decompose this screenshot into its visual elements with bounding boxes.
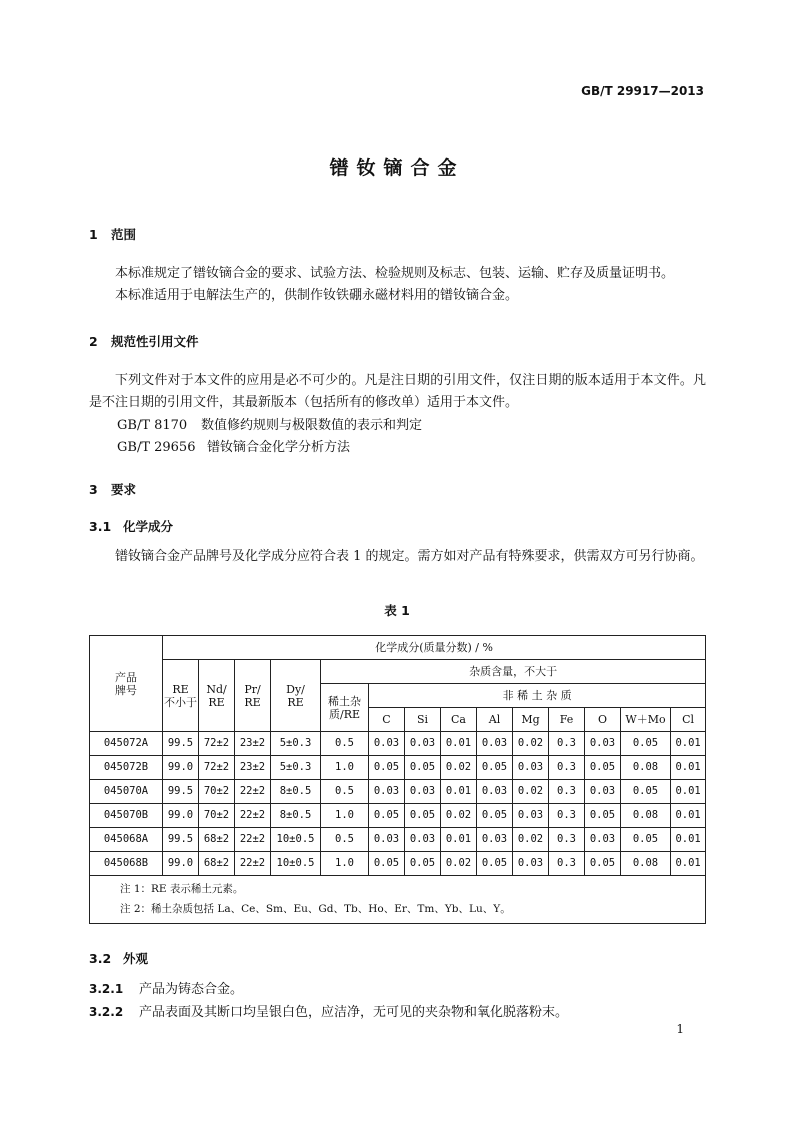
table-row — [90, 756, 706, 780]
table-cell: 23±2 — [235, 732, 271, 756]
table-cell: 8±0.5 — [271, 804, 321, 828]
table-cell: 0.01 — [671, 756, 706, 780]
section-number: 3 — [89, 482, 98, 497]
product-grade-cell: 045068B — [90, 852, 163, 876]
header-element: Al — [477, 708, 513, 732]
table-cell: 0.02 — [441, 804, 477, 828]
clause-number: 3.2.1 — [89, 982, 124, 996]
table-cell: 5±0.3 — [271, 732, 321, 756]
table-cell: 23±2 — [235, 756, 271, 780]
clause-3-2-2 — [89, 1001, 568, 1020]
table-cell: 10±0.5 — [271, 828, 321, 852]
chemical-composition-table — [89, 635, 706, 924]
table-cell: 0.03 — [585, 828, 621, 852]
table-cell: 0.05 — [585, 852, 621, 876]
clause-text: 产品为铸态合金。 — [139, 982, 244, 997]
section-number: 2 — [89, 334, 98, 349]
table-cell: 0.05 — [405, 804, 441, 828]
table-row — [90, 732, 706, 756]
table-cell: 0.01 — [671, 852, 706, 876]
table-cell: 0.05 — [585, 756, 621, 780]
scope-paragraph-2: 本标准适用于电解法生产的，供制作钕铁硼永磁材料用的镨钕镝合金。 — [115, 288, 519, 303]
table-cell: 0.01 — [671, 780, 706, 804]
table-cell: 5±0.3 — [271, 756, 321, 780]
table-cell: 0.05 — [369, 852, 405, 876]
header-element: Ca — [441, 708, 477, 732]
section-number: 1 — [89, 227, 98, 242]
header-re: RE 不小于 — [163, 660, 199, 732]
header-pr: Pr/ RE — [235, 660, 271, 732]
section-title: 规范性引用文件 — [111, 334, 199, 349]
table-row — [90, 804, 706, 828]
section-title: 要求 — [111, 482, 137, 497]
table-cell: 0.05 — [477, 756, 513, 780]
reference-code: GB/T 29656 — [117, 440, 196, 455]
table-cell: 70±2 — [199, 780, 235, 804]
table-cell: 99.0 — [163, 756, 199, 780]
table-cell: 72±2 — [199, 732, 235, 756]
table-cell: 0.08 — [621, 804, 671, 828]
table-cell: 0.05 — [405, 756, 441, 780]
table-cell: 1.0 — [321, 804, 369, 828]
scope-paragraph-1: 本标准规定了镨钕镝合金的要求、试验方法、检验规则及标志、包装、运输、贮存及质量证明书。 — [115, 266, 675, 281]
header-element: C — [369, 708, 405, 732]
table-cell: 0.01 — [441, 828, 477, 852]
table-cell: 99.5 — [163, 780, 199, 804]
table-cell: 0.08 — [621, 756, 671, 780]
page-title: 镨钕镝合金 — [329, 157, 465, 179]
table-cell: 0.02 — [441, 852, 477, 876]
reference-title: 镨钕镝合金化学分析方法 — [207, 440, 351, 455]
table-cell: 0.5 — [321, 780, 369, 804]
clause-number: 3.2.2 — [89, 1005, 124, 1019]
table-cell: 0.05 — [621, 780, 671, 804]
section-2-heading — [89, 332, 199, 350]
product-grade-cell: 045072B — [90, 756, 163, 780]
table-cell: 22±2 — [235, 804, 271, 828]
table-cell: 10±0.5 — [271, 852, 321, 876]
section-3-heading — [89, 480, 136, 498]
table-cell: 1.0 — [321, 852, 369, 876]
table-cell: 0.05 — [369, 756, 405, 780]
section-title: 范围 — [111, 227, 137, 242]
header-impurity: 杂质含量，不大于 — [321, 660, 706, 684]
header-element: Fe — [549, 708, 585, 732]
header-product: 产品 牌号 — [90, 636, 163, 732]
header-dy: Dy/ RE — [271, 660, 321, 732]
table-cell: 0.03 — [369, 780, 405, 804]
product-grade-cell: 045072A — [90, 732, 163, 756]
table-cell: 0.01 — [671, 828, 706, 852]
table-cell: 0.02 — [513, 780, 549, 804]
table-cell: 0.02 — [513, 732, 549, 756]
header-chemical-composition: 化学成分(质量分数) / % — [163, 636, 706, 660]
table-cell: 0.3 — [549, 732, 585, 756]
header-element: O — [585, 708, 621, 732]
table-cell: 0.05 — [477, 852, 513, 876]
header-element: Cl — [671, 708, 706, 732]
header-nd: Nd/ RE — [199, 660, 235, 732]
table-cell: 0.02 — [513, 828, 549, 852]
header-element: W＋Mo — [621, 708, 671, 732]
table-cell: 0.03 — [513, 756, 549, 780]
header-rare-earth-impurity: 稀土杂 质/RE — [321, 684, 369, 732]
header-element: Si — [405, 708, 441, 732]
clause-text: 产品表面及其断口均呈银白色，应洁净，无可见的夹杂物和氧化脱落粉末。 — [139, 1005, 569, 1020]
table-cell: 0.03 — [477, 828, 513, 852]
table-cell: 0.03 — [513, 804, 549, 828]
table-cell: 0.05 — [621, 828, 671, 852]
section-title: 化学成分 — [123, 519, 174, 534]
reference-item — [117, 436, 350, 455]
header-non-rare-earth-impurity: 非 稀 土 杂 质 — [369, 684, 706, 708]
section-number: 3.2 — [89, 951, 112, 966]
product-grade-cell: 045070B — [90, 804, 163, 828]
table-cell: 0.05 — [585, 804, 621, 828]
section-number: 3.1 — [89, 519, 112, 534]
standard-number: GB/T 29917—2013 — [581, 84, 704, 98]
table-cell: 68±2 — [199, 828, 235, 852]
table-cell: 99.5 — [163, 732, 199, 756]
reference-title: 数值修约规则与极限数值的表示和判定 — [201, 418, 423, 433]
chemical-composition-paragraph: 镨钕镝合金产品牌号及化学成分应符合表 1 的规定。需方如对产品有特殊要求，供需双方可另行协商。 — [115, 549, 704, 564]
table-cell: 72±2 — [199, 756, 235, 780]
section-title: 外观 — [123, 951, 149, 966]
table-cell: 0.03 — [477, 732, 513, 756]
table-cell: 99.0 — [163, 804, 199, 828]
table-note-1: 注 1：RE 表示稀土元素。 — [90, 876, 706, 900]
page-number: 1 — [676, 1022, 684, 1036]
table-cell: 68±2 — [199, 852, 235, 876]
table-cell: 1.0 — [321, 756, 369, 780]
reference-item — [117, 414, 422, 433]
table-cell: 0.3 — [549, 780, 585, 804]
table-row — [90, 852, 706, 876]
section-3-1-heading — [89, 517, 173, 535]
table-cell: 22±2 — [235, 780, 271, 804]
table-cell: 0.3 — [549, 828, 585, 852]
section-1-heading — [89, 225, 136, 243]
table-cell: 0.01 — [441, 780, 477, 804]
table-cell: 99.5 — [163, 828, 199, 852]
table-cell: 0.3 — [549, 804, 585, 828]
table-row — [90, 780, 706, 804]
table-row — [90, 828, 706, 852]
table-cell: 0.03 — [477, 780, 513, 804]
table-cell: 0.03 — [405, 732, 441, 756]
table-note-2: 注 2：稀土杂质包括 La、Ce、Sm、Eu、Gd、Tb、Ho、Er、Tm、Yb、Lu、Y。 — [90, 899, 706, 924]
references-paragraph: 下列文件对于本文件的应用是必不可少的。凡是注日期的引用文件，仅注日期的版本适用于本文件。凡是不注日期的引用文件，其最新版本（包括所有的修改单）适用于本文件。 — [89, 373, 706, 410]
table-cell: 0.03 — [405, 828, 441, 852]
table-cell: 0.03 — [513, 852, 549, 876]
table-cell: 0.05 — [405, 852, 441, 876]
table-cell: 70±2 — [199, 804, 235, 828]
table-cell: 0.03 — [405, 780, 441, 804]
table-cell: 99.0 — [163, 852, 199, 876]
reference-code: GB/T 8170 — [117, 418, 188, 433]
product-grade-cell: 045070A — [90, 780, 163, 804]
table-caption: 表 1 — [384, 603, 410, 618]
table-cell: 0.01 — [441, 732, 477, 756]
table-cell: 0.03 — [369, 828, 405, 852]
table-cell: 0.5 — [321, 828, 369, 852]
table-cell: 0.05 — [621, 732, 671, 756]
table-cell: 22±2 — [235, 828, 271, 852]
table-cell: 0.05 — [369, 804, 405, 828]
header-element: Mg — [513, 708, 549, 732]
table-cell: 0.03 — [369, 732, 405, 756]
table-cell: 0.3 — [549, 852, 585, 876]
table-cell: 0.03 — [585, 780, 621, 804]
product-grade-cell: 045068A — [90, 828, 163, 852]
clause-3-2-1 — [89, 978, 243, 997]
table-cell: 8±0.5 — [271, 780, 321, 804]
section-3-2-heading — [89, 949, 148, 967]
table-cell: 0.3 — [549, 756, 585, 780]
table-cell: 0.02 — [441, 756, 477, 780]
table-cell: 0.08 — [621, 852, 671, 876]
table-cell: 22±2 — [235, 852, 271, 876]
table-cell: 0.5 — [321, 732, 369, 756]
table-cell: 0.01 — [671, 804, 706, 828]
table-cell: 0.05 — [477, 804, 513, 828]
table-cell: 0.03 — [585, 732, 621, 756]
table-cell: 0.01 — [671, 732, 706, 756]
